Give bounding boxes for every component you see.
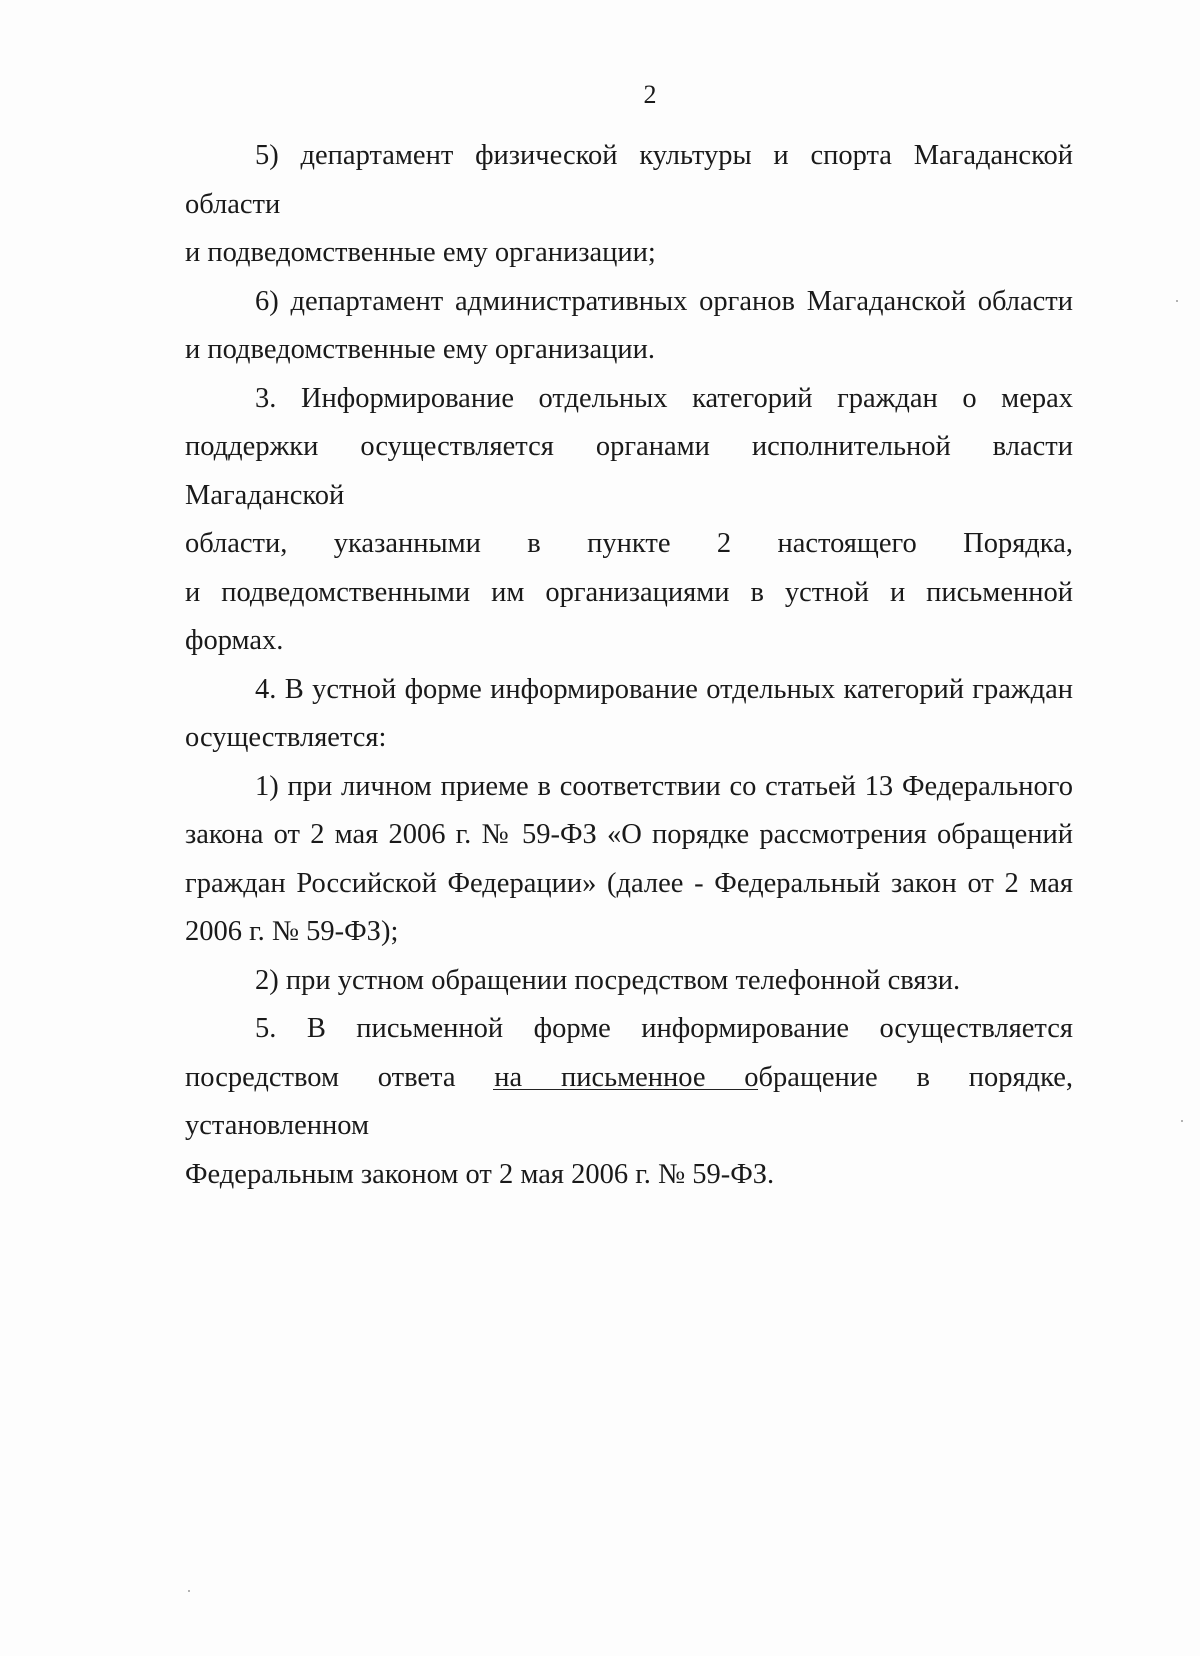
text-line: 3. Информирование отдельных категорий граждан о мерах	[255, 382, 1073, 414]
text-line: 2006 г. № 59-ФЗ);	[185, 916, 399, 947]
text-line: посредством ответа на письменное обращение в порядке, установленном	[185, 1061, 1073, 1141]
paragraph-item-5-sport	[185, 132, 1073, 278]
text-line: закона от 2 мая 2006 г. № 59-ФЗ «О порядке рассмотрения обращений	[185, 819, 1073, 850]
text-line: и подведомственные ему организации;	[185, 237, 656, 268]
paragraph-subitem-1	[185, 763, 1073, 957]
text-line: области, указанными в пункте 2 настоящего Порядка,	[185, 528, 1073, 559]
page-number: 2	[643, 80, 657, 109]
paragraph-point-3	[185, 375, 1073, 666]
text-line: 2) при устном обращении посредством телефонной связи.	[255, 964, 961, 996]
paragraph-subitem-2	[185, 957, 1073, 1006]
scan-artifact	[1181, 1120, 1183, 1122]
text-line: 5) департамент физической культуры и спорта Магаданской области	[185, 140, 1073, 220]
text-line: и подведомственные ему организации.	[185, 334, 656, 365]
text-line: граждан Российской Федерации» (далее - Федеральный закон от 2 мая	[185, 867, 1073, 899]
paragraph-point-5	[185, 1005, 1073, 1199]
document-body	[185, 132, 1073, 1199]
scan-artifact	[188, 1590, 190, 1592]
paragraph-item-6-admin	[185, 278, 1073, 375]
text-line: осуществляется:	[185, 722, 387, 753]
text-line: 4. В устной форме информирование отдельных категорий граждан	[255, 673, 1073, 705]
text-line: Федеральным законом от 2 мая 2006 г. № 59-ФЗ.	[185, 1158, 775, 1190]
paragraph-point-4	[185, 666, 1073, 763]
text-line: 1) при личном приеме в соответствии со статьей 13 Федерального	[255, 770, 1073, 802]
text-line: 5. В письменной форме информирование осуществляется	[255, 1013, 1073, 1044]
closing-separator-line	[493, 1089, 758, 1090]
scan-artifact	[1176, 300, 1178, 302]
text-line: и подведомственными им организациями в устной и письменной формах.	[185, 576, 1073, 656]
text-line: поддержки осуществляется органами исполнительной власти Магаданской	[185, 431, 1073, 511]
text-line: 6) департамент административных органов Магаданской области	[255, 285, 1073, 317]
